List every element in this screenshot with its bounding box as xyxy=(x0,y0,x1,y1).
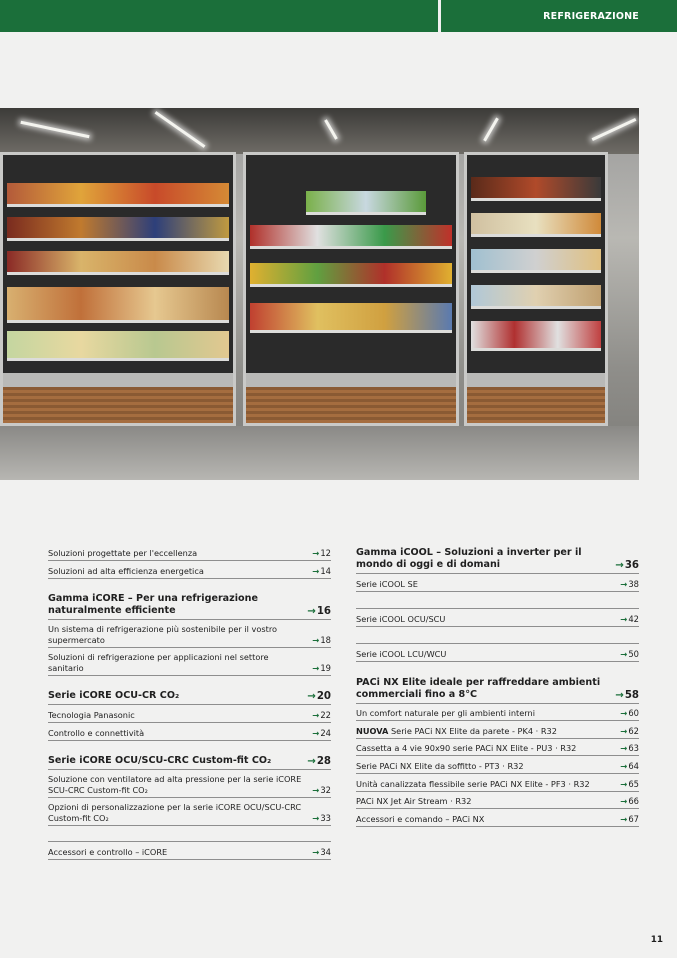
shelf xyxy=(250,225,452,249)
toc-entry[interactable]: Controllo e connettività →24 xyxy=(48,723,331,741)
toc-spacer-divider xyxy=(356,592,639,609)
floor xyxy=(0,426,639,480)
arrow-right-icon: → xyxy=(312,634,320,645)
toc-section-heading[interactable]: Gamma iCOOL – Soluzioni a inverter per il mondo di oggi e di domani →36 xyxy=(356,545,639,574)
shelf xyxy=(250,263,452,287)
arrow-right-icon: → xyxy=(620,778,628,789)
toc-entry[interactable]: Serie iCOOL SE →38 xyxy=(356,574,639,592)
new-badge: NUOVA xyxy=(356,725,389,736)
supermarket-refrigerated-display-cases-photo xyxy=(0,108,639,480)
shelf xyxy=(7,331,229,361)
header-bar xyxy=(0,0,438,32)
arrow-right-icon: → xyxy=(620,613,628,624)
arrow-right-icon: → xyxy=(620,578,628,589)
shelf xyxy=(7,217,229,241)
toc-entry[interactable]: Serie iCOOL LCU/WCU →50 xyxy=(356,644,639,662)
toc-spacer-divider xyxy=(48,826,331,842)
case-deck xyxy=(3,373,233,387)
toc-section-heading[interactable]: Serie iCORE OCU-CR CO₂ →20 xyxy=(48,676,331,705)
toc-entry[interactable]: Accessori e comando – PACi NX →67 xyxy=(356,809,639,827)
page-number: 11 xyxy=(650,935,663,945)
display-case-left xyxy=(0,152,236,426)
toc-entry[interactable]: NUOVA Serie PACi NX Elite da parete - PK4 · R32 →62 xyxy=(356,721,639,739)
arrow-right-icon: → xyxy=(312,565,320,576)
toc-section-heading[interactable]: Serie iCORE OCU/SCU-CRC Custom-fit CO₂ →28 xyxy=(48,741,331,770)
toc-entry[interactable]: Unità canalizzata flessibile serie PACi NX Elite - PF3 · R32 →65 xyxy=(356,774,639,792)
shelf xyxy=(306,191,426,215)
arrow-right-icon: → xyxy=(307,690,316,702)
shelf xyxy=(471,213,601,237)
arrow-right-icon: → xyxy=(620,813,628,824)
shelf xyxy=(471,177,601,201)
arrow-right-icon: → xyxy=(307,605,316,617)
case-deck xyxy=(246,373,456,387)
display-case-center xyxy=(243,152,459,426)
wood-base xyxy=(3,387,233,423)
shelf xyxy=(7,287,229,323)
arrow-right-icon: → xyxy=(620,648,628,659)
wood-base xyxy=(246,387,456,423)
toc-entry[interactable]: Opzioni di personalizzazione per la serie iCORE OCU/SCU-CRC Custom-fit CO₂ →33 xyxy=(48,798,331,826)
arrow-right-icon: → xyxy=(620,760,628,771)
arrow-right-icon: → xyxy=(615,689,624,701)
arrow-right-icon: → xyxy=(312,662,320,673)
arrow-right-icon: → xyxy=(620,707,628,718)
toc-entry[interactable]: Accessori e controllo – iCORE →34 xyxy=(48,842,331,860)
toc-entry[interactable]: Soluzione con ventilatore ad alta pressione per la serie iCORE SCU-CRC Custom-fit CO₂ →32 xyxy=(48,770,331,798)
toc-entry[interactable]: Un comfort naturale per gli ambienti interni →60 xyxy=(356,704,639,721)
shelf xyxy=(471,285,601,309)
ceiling xyxy=(0,108,639,154)
toc-entry[interactable]: Serie PACi NX Elite da soffitto - PT3 · R32 →64 xyxy=(356,756,639,774)
arrow-right-icon: → xyxy=(620,725,628,736)
wood-base xyxy=(467,387,605,423)
arrow-right-icon: → xyxy=(312,727,320,738)
arrow-right-icon: → xyxy=(312,547,320,558)
arrow-right-icon: → xyxy=(620,742,628,753)
shelf xyxy=(471,249,601,273)
shelf xyxy=(7,251,229,275)
arrow-right-icon: → xyxy=(312,846,320,857)
shelf xyxy=(471,321,601,351)
toc-section-heading[interactable]: Gamma iCORE – Per una refrigerazione naturalmente efficiente →16 xyxy=(48,579,331,620)
toc-left-column xyxy=(48,545,331,860)
arrow-right-icon: → xyxy=(615,559,624,571)
toc-entry[interactable]: Soluzioni ad alta efficienza energetica →14 xyxy=(48,561,331,579)
arrow-right-icon: → xyxy=(312,784,320,795)
toc-entry[interactable]: Soluzioni progettate per l'eccellenza →12 xyxy=(48,545,331,561)
toc-entry[interactable]: Tecnologia Panasonic →22 xyxy=(48,705,331,723)
shelf xyxy=(250,303,452,333)
arrow-right-icon: → xyxy=(307,755,316,767)
toc-entry[interactable]: Soluzioni di refrigerazione per applicazioni nel settore sanitario →19 xyxy=(48,648,331,676)
header-bar-right xyxy=(441,0,677,32)
arrow-right-icon: → xyxy=(312,709,320,720)
arrow-right-icon: → xyxy=(620,795,628,806)
arrow-right-icon: → xyxy=(312,812,320,823)
toc-entry[interactable]: Cassetta a 4 vie 90x90 serie PACi NX Elite - PU3 · R32 →63 xyxy=(356,739,639,756)
section-label: REFRIGERAZIONE xyxy=(543,11,639,22)
toc-entry[interactable]: Serie iCOOL OCU/SCU →42 xyxy=(356,609,639,627)
toc-right-column xyxy=(356,545,639,827)
toc-section-heading[interactable]: PACi NX Elite ideale per raffreddare ambienti commerciali fino a 8°C →58 xyxy=(356,662,639,704)
case-deck xyxy=(467,373,605,387)
shelf xyxy=(7,183,229,207)
toc-entry[interactable]: Un sistema di refrigerazione più sostenibile per il vostro supermercato →18 xyxy=(48,620,331,648)
toc-entry[interactable]: PACi NX Jet Air Stream · R32 →66 xyxy=(356,792,639,809)
toc-spacer-divider xyxy=(356,627,639,644)
display-case-right xyxy=(464,152,608,426)
